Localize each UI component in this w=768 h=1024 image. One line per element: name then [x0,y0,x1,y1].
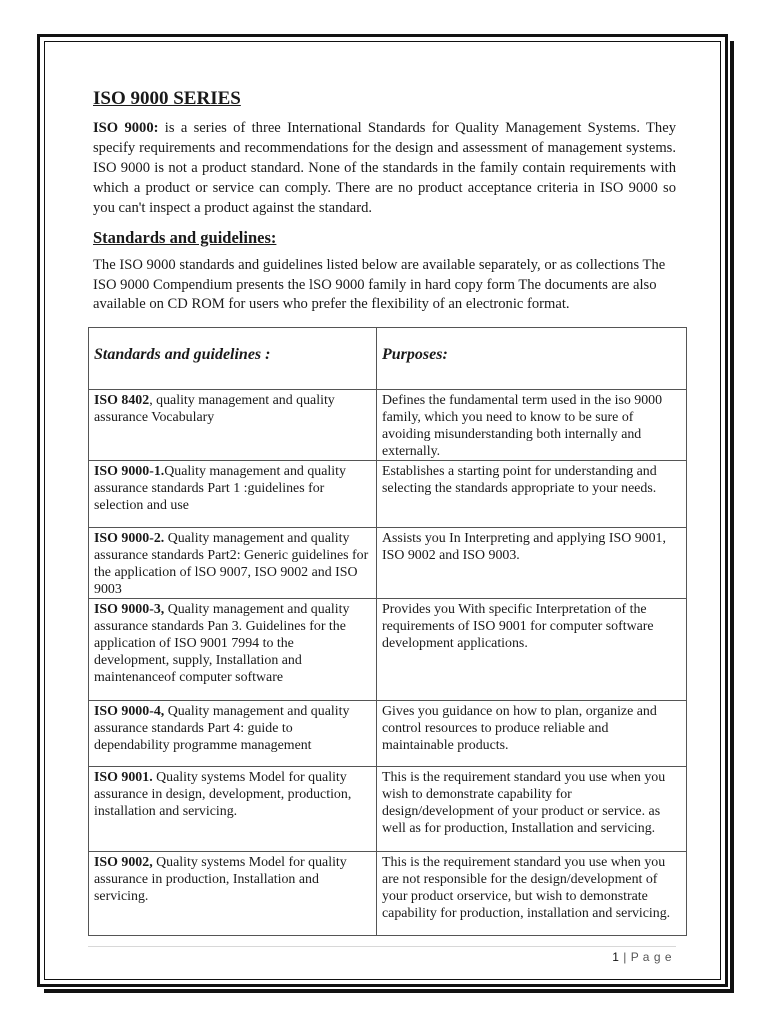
intro-text: is a series of three International Standards for Quality Management Systems. They specify requirements and recommendations for the design and assessment of management systems. ISO 9000 is not a product standard. None of the standards in the family contain requirements with which a product or service can comply. There are no product acceptance criteria in ISO 9000 so you can't inspect a product against the standard. [93,120,677,216]
section-paragraph: The ISO 9000 standards and guidelines listed below are available separately, or as collections The ISO 9000 Compendium presents the lSO 9000 family in hard copy form The documents are also available on CD ROM for users who prefer the flexibility of an electronic format. [93,257,666,312]
purpose-cell: Provides you With specific Interpretation of the requirements of ISO 9001 for computer software development applications. [377,599,687,701]
standard-cell [89,390,377,461]
table-row [89,767,687,852]
standard-description: Quality management and quality assurance standards Part2: Generic guidelines for the application of lSO 9007, ISO 9002 and ISO 9003 [94,531,369,597]
table-row [89,701,687,767]
intro-paragraph [93,118,676,218]
standard-description: Quality systems Model for quality assurance in design, development, production, installation and servicing. [94,770,352,819]
page-number: 1 [612,950,620,964]
purpose-cell: Defines the fundamental term used in the iso 9000 family, which you need to know to be sure of avoiding misunderstanding both internally and externally. [377,390,687,461]
page-footer [612,950,672,964]
header-standards: Standards and guidelines : [89,328,377,390]
standard-cell [89,852,377,936]
standard-code: ISO 9000-1. [94,464,165,479]
standard-description: Quality management and quality assurance standards Part 1 :guidelines for selection and use [94,464,346,513]
standards-table [88,327,687,936]
standard-cell [89,461,377,528]
purpose-cell: Gives you guidance on how to plan, organize and control resources to produce reliable and maintainable products. [377,701,687,767]
standard-description: Quality management and quality assurance standards Pan 3. Guidelines for the application of ISO 9001 7994 to the development, supply, Installation and maintenanceof computer software [94,602,350,685]
standard-code: ISO 8402 [94,393,150,408]
standard-code: ISO 9002, [94,855,153,870]
header-purposes: Purposes: [377,328,687,390]
table-row [89,390,687,461]
section-heading: Standards and guidelines: [93,228,277,247]
purpose-cell: This is the requirement standard you use when you are not responsible for the design/development of your product orservice, but wish to demonstrate capability for production, installation and servicing. [377,852,687,936]
document-title: ISO 9000 SERIES [93,88,241,109]
standard-code: ISO 9000-2. [94,531,165,546]
intro-label: ISO 9000: [93,120,159,136]
standard-description: Quality management and quality assurance standards Part 4: guide to dependability programme management [94,704,350,753]
document-body [93,86,676,315]
table-header-row [89,328,687,390]
standard-cell [89,767,377,852]
purpose-cell: This is the requirement standard you use when you wish to demonstrate capability for design/development of your product or service. as well as for production, Installation and servicing. [377,767,687,852]
standard-cell [89,701,377,767]
table-row [89,852,687,936]
table-row [89,599,687,701]
standard-code: ISO 9001. [94,770,153,785]
purpose-cell: Assists you In Interpreting and applying ISO 9001, ISO 9002 and ISO 9003. [377,528,687,599]
page-label: P a g e [630,950,672,964]
footer-divider [88,946,676,947]
standard-description: Quality systems Model for quality assurance in production, Installation and servicing. [94,855,347,904]
table-row [89,461,687,528]
standard-code: ISO 9000-4, [94,704,165,719]
standard-cell [89,599,377,701]
standard-code: ISO 9000-3, [94,602,165,617]
standard-description: , quality management and quality assurance Vocabulary [94,393,335,425]
purpose-cell: Establishes a starting point for understanding and selecting the standards appropriate to your needs. [377,461,687,528]
page-separator: | [619,950,631,964]
standard-cell [89,528,377,599]
table-row [89,528,687,599]
